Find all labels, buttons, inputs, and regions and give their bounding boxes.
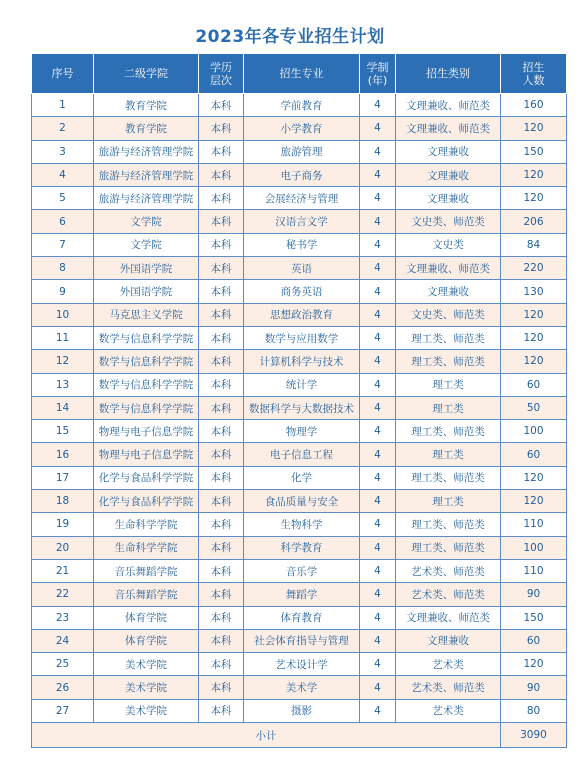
cell-level: 本科 [199,396,244,419]
cell-count: 120 [501,117,567,140]
cell-college: 旅游与经济管理学院 [94,187,199,210]
cell-count: 120 [501,163,567,186]
cell-years: 4 [360,443,396,466]
header-level: 学历 层次 [199,54,244,94]
cell-level: 本科 [199,94,244,117]
cell-major: 秘书学 [244,233,360,256]
cell-major: 数据科学与大数据技术 [244,396,360,419]
table-row [32,326,567,349]
cell-count: 120 [501,350,567,373]
enrollment-plan-table [31,53,567,748]
cell-index: 11 [32,326,94,349]
cell-category: 理工类 [396,396,501,419]
cell-major: 食品质量与安全 [244,490,360,513]
cell-index: 8 [32,257,94,280]
cell-index: 3 [32,140,94,163]
table-row [32,117,567,140]
table-row [32,303,567,326]
cell-category: 文史类、师范类 [396,303,501,326]
header-college: 二级学院 [94,54,199,94]
cell-index: 6 [32,210,94,233]
cell-major: 英语 [244,257,360,280]
cell-years: 4 [360,163,396,186]
cell-count: 120 [501,466,567,489]
cell-count: 120 [501,187,567,210]
table-header-row [32,54,567,94]
cell-college: 物理与电子信息学院 [94,420,199,443]
cell-level: 本科 [199,583,244,606]
cell-category: 理工类 [396,490,501,513]
cell-college: 教育学院 [94,117,199,140]
cell-index: 10 [32,303,94,326]
table-row [32,420,567,443]
cell-college: 数学与信息科学学院 [94,396,199,419]
cell-index: 16 [32,443,94,466]
cell-count: 150 [501,606,567,629]
cell-college: 旅游与经济管理学院 [94,140,199,163]
cell-level: 本科 [199,187,244,210]
cell-index: 23 [32,606,94,629]
cell-college: 美术学院 [94,676,199,699]
table-row [32,163,567,186]
table-row [32,676,567,699]
table-row [32,513,567,536]
cell-major: 数学与应用数学 [244,326,360,349]
cell-count: 100 [501,420,567,443]
cell-major: 科学教育 [244,536,360,559]
cell-years: 4 [360,396,396,419]
cell-level: 本科 [199,233,244,256]
cell-index: 15 [32,420,94,443]
cell-index: 9 [32,280,94,303]
cell-index: 21 [32,559,94,582]
table-row [32,443,567,466]
header-count: 招生 人数 [501,54,567,94]
cell-major: 美术学 [244,676,360,699]
cell-count: 160 [501,94,567,117]
cell-major: 小学教育 [244,117,360,140]
header-index: 序号 [32,54,94,94]
cell-count: 60 [501,443,567,466]
cell-count: 100 [501,536,567,559]
cell-years: 4 [360,420,396,443]
cell-level: 本科 [199,117,244,140]
table-row [32,536,567,559]
table-row [32,490,567,513]
cell-index: 13 [32,373,94,396]
table-row [32,629,567,652]
cell-major: 生物科学 [244,513,360,536]
cell-index: 20 [32,536,94,559]
cell-major: 电子信息工程 [244,443,360,466]
cell-level: 本科 [199,443,244,466]
table-row [32,699,567,722]
cell-years: 4 [360,303,396,326]
cell-count: 220 [501,257,567,280]
cell-category: 文理兼收 [396,163,501,186]
table-row [32,257,567,280]
cell-level: 本科 [199,210,244,233]
cell-category: 艺术类 [396,653,501,676]
cell-count: 130 [501,280,567,303]
cell-years: 4 [360,187,396,210]
cell-index: 25 [32,653,94,676]
subtotal-label: 小计 [32,723,501,748]
cell-level: 本科 [199,163,244,186]
cell-major: 计算机科学与技术 [244,350,360,373]
table-row [32,210,567,233]
cell-level: 本科 [199,676,244,699]
cell-years: 4 [360,536,396,559]
cell-count: 120 [501,303,567,326]
cell-count: 206 [501,210,567,233]
cell-category: 文理兼收、师范类 [396,257,501,280]
cell-college: 教育学院 [94,94,199,117]
cell-major: 摄影 [244,699,360,722]
cell-index: 12 [32,350,94,373]
cell-count: 110 [501,513,567,536]
table-row [32,233,567,256]
cell-level: 本科 [199,606,244,629]
cell-years: 4 [360,140,396,163]
cell-years: 4 [360,490,396,513]
cell-level: 本科 [199,490,244,513]
cell-index: 4 [32,163,94,186]
cell-index: 26 [32,676,94,699]
cell-college: 文学院 [94,210,199,233]
cell-major: 思想政治教育 [244,303,360,326]
cell-level: 本科 [199,513,244,536]
page-title: 2023年各专业招生计划 [195,27,385,47]
cell-major: 统计学 [244,373,360,396]
cell-level: 本科 [199,653,244,676]
table-row [32,606,567,629]
cell-years: 4 [360,606,396,629]
table-row [32,559,567,582]
cell-index: 17 [32,466,94,489]
cell-category: 理工类、师范类 [396,326,501,349]
cell-years: 4 [360,233,396,256]
table-row [32,187,567,210]
cell-college: 体育学院 [94,629,199,652]
cell-major: 音乐学 [244,559,360,582]
cell-college: 外国语学院 [94,257,199,280]
cell-category: 文理兼收 [396,187,501,210]
table-body [32,94,567,723]
cell-college: 物理与电子信息学院 [94,443,199,466]
cell-count: 84 [501,233,567,256]
cell-count: 60 [501,629,567,652]
cell-major: 电子商务 [244,163,360,186]
cell-college: 生命科学学院 [94,513,199,536]
table-row [32,140,567,163]
cell-index: 5 [32,187,94,210]
cell-years: 4 [360,699,396,722]
cell-college: 化学与食品科学学院 [94,490,199,513]
cell-category: 文理兼收、师范类 [396,606,501,629]
cell-major: 会展经济与管理 [244,187,360,210]
cell-years: 4 [360,257,396,280]
table-row [32,94,567,117]
cell-index: 19 [32,513,94,536]
cell-count: 90 [501,583,567,606]
cell-major: 商务英语 [244,280,360,303]
cell-category: 理工类、师范类 [396,466,501,489]
cell-years: 4 [360,94,396,117]
cell-major: 汉语言文学 [244,210,360,233]
cell-level: 本科 [199,629,244,652]
table-row [32,653,567,676]
cell-level: 本科 [199,699,244,722]
cell-level: 本科 [199,140,244,163]
cell-category: 文理兼收、师范类 [396,94,501,117]
cell-major: 舞蹈学 [244,583,360,606]
cell-level: 本科 [199,420,244,443]
cell-count: 150 [501,140,567,163]
cell-college: 音乐舞蹈学院 [94,559,199,582]
cell-count: 120 [501,490,567,513]
cell-index: 27 [32,699,94,722]
cell-years: 4 [360,466,396,489]
cell-index: 18 [32,490,94,513]
cell-college: 旅游与经济管理学院 [94,163,199,186]
cell-category: 理工类 [396,373,501,396]
cell-count: 50 [501,396,567,419]
cell-major: 物理学 [244,420,360,443]
cell-college: 外国语学院 [94,280,199,303]
cell-major: 社会体育指导与管理 [244,629,360,652]
cell-index: 14 [32,396,94,419]
cell-category: 文理兼收 [396,629,501,652]
table-row [32,280,567,303]
cell-level: 本科 [199,326,244,349]
cell-years: 4 [360,280,396,303]
cell-category: 文理兼收、师范类 [396,117,501,140]
cell-level: 本科 [199,559,244,582]
cell-category: 文理兼收 [396,140,501,163]
cell-years: 4 [360,326,396,349]
cell-category: 艺术类、师范类 [396,583,501,606]
header-category: 招生类别 [396,54,501,94]
cell-level: 本科 [199,350,244,373]
cell-college: 数学与信息科学学院 [94,350,199,373]
table-row [32,350,567,373]
table-row [32,466,567,489]
cell-major: 体育教育 [244,606,360,629]
table-row [32,396,567,419]
cell-count: 90 [501,676,567,699]
cell-category: 理工类、师范类 [396,350,501,373]
cell-college: 美术学院 [94,699,199,722]
cell-years: 4 [360,373,396,396]
cell-major: 化学 [244,466,360,489]
cell-category: 文史类 [396,233,501,256]
cell-count: 120 [501,653,567,676]
cell-category: 艺术类 [396,699,501,722]
cell-years: 4 [360,629,396,652]
cell-years: 4 [360,583,396,606]
cell-college: 文学院 [94,233,199,256]
cell-college: 化学与食品科学学院 [94,466,199,489]
cell-category: 理工类、师范类 [396,536,501,559]
cell-major: 艺术设计学 [244,653,360,676]
cell-major: 旅游管理 [244,140,360,163]
cell-index: 24 [32,629,94,652]
cell-college: 体育学院 [94,606,199,629]
cell-category: 文理兼收 [396,280,501,303]
table-row [32,583,567,606]
cell-years: 4 [360,559,396,582]
cell-index: 7 [32,233,94,256]
cell-college: 数学与信息科学学院 [94,373,199,396]
cell-college: 音乐舞蹈学院 [94,583,199,606]
cell-level: 本科 [199,373,244,396]
cell-level: 本科 [199,303,244,326]
cell-level: 本科 [199,280,244,303]
cell-major: 学前教育 [244,94,360,117]
cell-index: 2 [32,117,94,140]
cell-college: 生命科学学院 [94,536,199,559]
cell-years: 4 [360,210,396,233]
cell-level: 本科 [199,466,244,489]
cell-college: 数学与信息科学学院 [94,326,199,349]
cell-years: 4 [360,676,396,699]
header-years: 学制 (年) [360,54,396,94]
cell-level: 本科 [199,257,244,280]
cell-years: 4 [360,117,396,140]
cell-college: 马克思主义学院 [94,303,199,326]
cell-category: 理工类、师范类 [396,513,501,536]
subtotal-row [32,723,567,748]
cell-category: 理工类、师范类 [396,420,501,443]
cell-category: 文史类、师范类 [396,210,501,233]
cell-count: 60 [501,373,567,396]
cell-years: 4 [360,513,396,536]
cell-years: 4 [360,350,396,373]
cell-category: 艺术类、师范类 [396,559,501,582]
cell-count: 80 [501,699,567,722]
cell-index: 1 [32,94,94,117]
subtotal-value: 3090 [501,723,567,748]
cell-count: 120 [501,326,567,349]
cell-index: 22 [32,583,94,606]
cell-category: 艺术类、师范类 [396,676,501,699]
cell-college: 美术学院 [94,653,199,676]
header-major: 招生专业 [244,54,360,94]
table-row [32,373,567,396]
cell-count: 110 [501,559,567,582]
cell-category: 理工类 [396,443,501,466]
cell-level: 本科 [199,536,244,559]
cell-years: 4 [360,653,396,676]
